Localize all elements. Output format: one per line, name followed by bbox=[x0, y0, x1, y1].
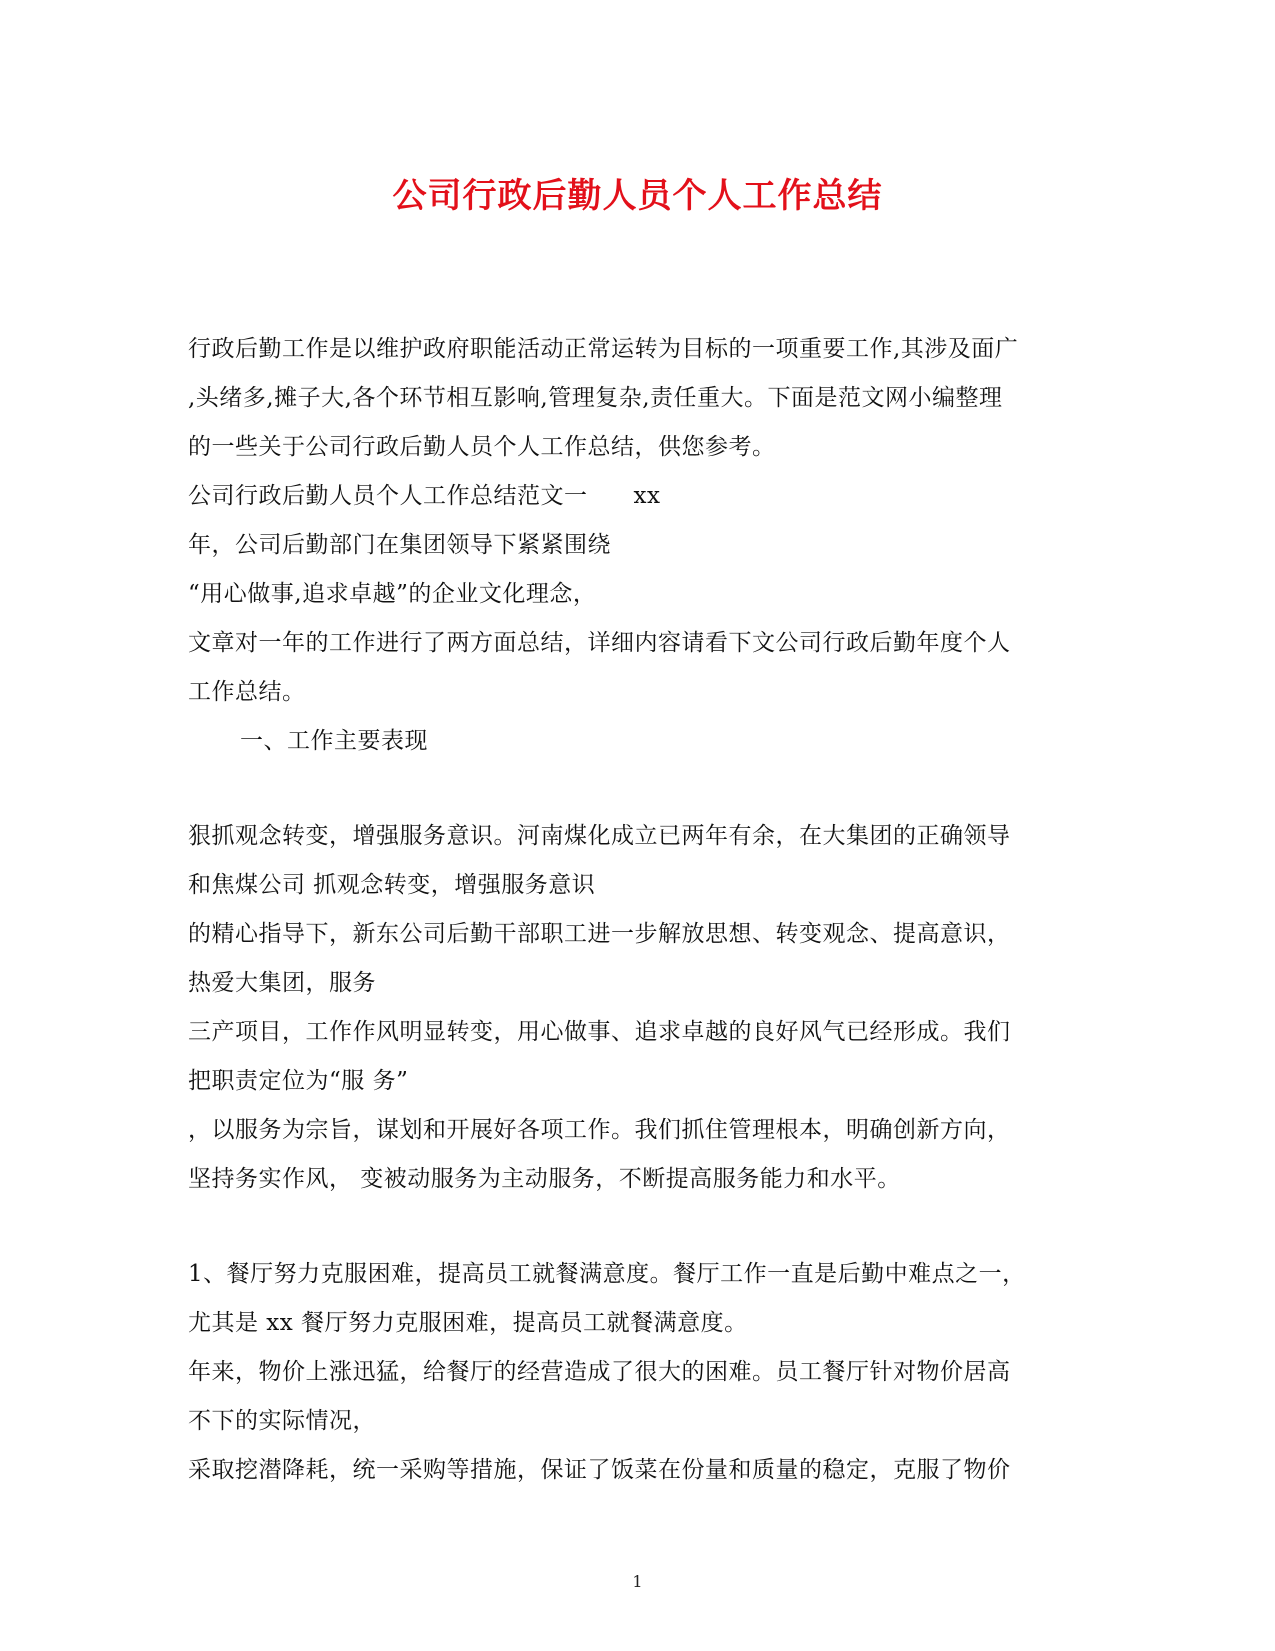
paragraph-line: 文章对一年的工作进行了两方面总结，详细内容请看下文公司行政后勤年度个人 bbox=[188, 630, 1011, 656]
document-body bbox=[188, 325, 1088, 1495]
sample-heading: 公司行政后勤人员个人工作总结范文一 bbox=[188, 483, 588, 509]
section-heading: 一、工作主要表现 bbox=[240, 728, 428, 754]
paragraph-line: 年来，物价上涨迅猛，给餐厅的经营造成了很大的困难。员工餐厅针对物价居高 bbox=[188, 1359, 1011, 1385]
page-number: 1 bbox=[632, 1572, 643, 1591]
paragraph-line: 不下的实际情况， bbox=[188, 1408, 376, 1434]
paragraph-line: “用心做事,追求卓越”的企业文化理念， bbox=[188, 581, 597, 607]
paragraph-line: 1、餐厅努力克服困难，提高员工就餐满意度。餐厅工作一直是后勤中难点之一， bbox=[188, 1261, 1026, 1287]
paragraph-line: ，以服务为宗旨，谋划和开展好各项工作。我们抓住管理根本，明确创新方向， bbox=[188, 1117, 1011, 1143]
paragraph-line: 行政后勤工作是以维护政府职能活动正常运转为目标的一项重要工作,其涉及面广 bbox=[188, 336, 1019, 362]
paragraph-line: 坚持务实作风， 变被动服务为主动服务，不断提高服务能力和水平。 bbox=[188, 1166, 901, 1192]
paragraph-line: 的一些关于公司行政后勤人员个人工作总结，供您参考。 bbox=[188, 434, 776, 460]
paragraph-line: 热爱大集团，服务 bbox=[188, 970, 376, 996]
paragraph-line bbox=[188, 472, 1088, 521]
paragraph-line: 狠抓观念转变，增强服务意识。河南煤化成立已两年有余，在大集团的正确领导 bbox=[188, 823, 1011, 849]
document-title: 公司行政后勤人员个人工作总结 bbox=[392, 176, 883, 216]
paragraph-line: 采取挖潜降耗，统一采购等措施，保证了饭菜在份量和质量的稳定，克服了物价 bbox=[188, 1457, 1011, 1483]
paragraph-gap bbox=[188, 1204, 1088, 1250]
paragraph-line: 和焦煤公司 抓观念转变，增强服务意识 bbox=[188, 872, 596, 898]
year-placeholder: xx bbox=[633, 483, 661, 509]
paragraph-line: 尤其是 xx 餐厅努力克服困难，提高员工就餐满意度。 bbox=[188, 1310, 748, 1336]
paragraph-gap bbox=[188, 766, 1088, 812]
paragraph-line: 的精心指导下，新东公司后勤干部职工进一步解放思想、转变观念、提高意识， bbox=[188, 921, 1011, 947]
paragraph-line: 工作总结。 bbox=[188, 679, 306, 705]
paragraph-line: ,头绪多,摊子大,各个环节相互影响,管理复杂,责任重大。下面是范文网小编整理 bbox=[188, 385, 1003, 411]
paragraph-line: 年，公司后勤部门在集团领导下紧紧围绕 bbox=[188, 532, 611, 558]
paragraph-line: 三产项目，工作作风明显转变，用心做事、追求卓越的良好风气已经形成。我们 bbox=[188, 1019, 1011, 1045]
paragraph-line: 把职责定位为“服 务” bbox=[188, 1068, 409, 1094]
